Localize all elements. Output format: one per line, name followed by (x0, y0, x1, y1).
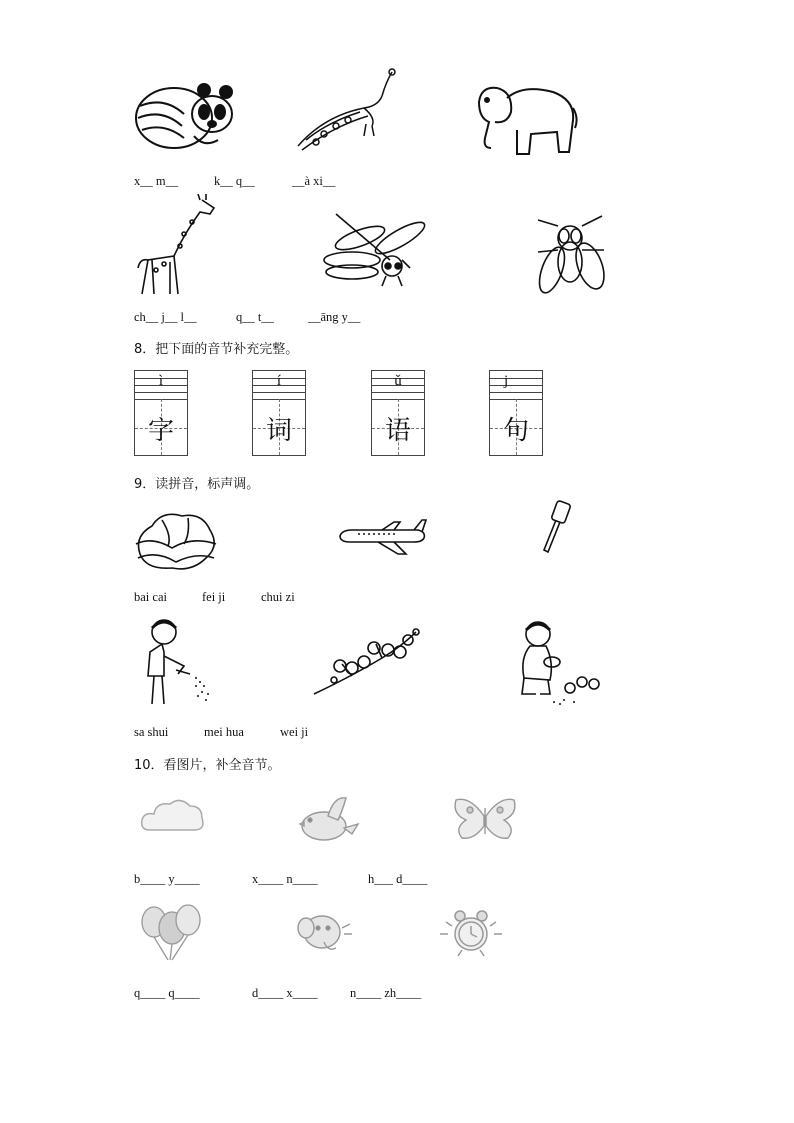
hanzi: 词 (265, 416, 292, 446)
pinyin-label-giraffe: ch__ j__ l__ (134, 310, 197, 324)
bird-icon (294, 794, 360, 844)
elephant-icon (473, 78, 579, 160)
pinyin-label-panda: x__ m__ (134, 174, 179, 188)
feeding-chicks-icon (514, 618, 606, 706)
question-8-title: 8．把下面的音节补充完整。 (134, 342, 299, 357)
fly-icon (528, 210, 612, 296)
question-10-title: 10．看图片，补全音节。 (134, 758, 281, 773)
pinyin-label-hammer: chui zi (261, 590, 295, 604)
pinyin-grid-cell (489, 370, 543, 456)
alarm-clock-icon (436, 906, 506, 958)
tone-mark: í (276, 373, 282, 389)
baby-elephant-icon (294, 908, 354, 954)
pinyin-label-cloud: b____ y____ (134, 872, 200, 886)
tone-mark: j (504, 373, 509, 389)
hanzi: 语 (384, 416, 411, 446)
pinyin-label-peacock: k__ q__ (214, 174, 255, 188)
pinyin-label-watering: sa shui (134, 725, 169, 739)
pinyin-label-plum: mei hua (204, 725, 244, 739)
balloons-icon (138, 904, 204, 962)
cabbage-icon (132, 506, 220, 576)
pinyin-label-bird: x____ n____ (252, 872, 318, 886)
pinyin-label-clock: n____ zh____ (350, 986, 422, 1000)
dragonfly-icon (316, 210, 430, 290)
watering-girl-icon (134, 616, 216, 708)
pinyin-grid-cell (252, 370, 306, 456)
butterfly-icon (452, 796, 518, 842)
panda-icon (134, 78, 236, 150)
hanzi: 句 (502, 416, 529, 446)
pinyin-label-butterfly: h___ d____ (368, 872, 428, 886)
peacock-icon (294, 66, 396, 156)
pinyin-label-balloons: q____ q____ (134, 986, 200, 1000)
airplane-icon (338, 518, 428, 556)
pinyin-label-fly: __āng y__ (308, 310, 361, 324)
pinyin-label-dragonfly: q__ t__ (236, 310, 274, 324)
cloud-icon (140, 796, 206, 836)
pinyin-grid-cell (371, 370, 425, 456)
plum-blossom-icon (312, 628, 422, 698)
hanzi: 字 (147, 416, 174, 446)
question-9-title: 9．读拼音，标声调。 (134, 477, 260, 492)
pinyin-label-cabbage: bai cai (134, 590, 167, 604)
pinyin-label-elephant: __à xi__ (292, 174, 336, 188)
pinyin-grid-cell (134, 370, 188, 456)
pinyin-label-airplane: fei ji (202, 590, 226, 604)
pinyin-label-baby-elephant: d____ x____ (252, 986, 318, 1000)
tone-mark: ǔ (394, 373, 402, 389)
hammer-icon (538, 500, 574, 554)
tone-mark: ì (158, 373, 164, 389)
pinyin-label-chicks: wei ji (280, 725, 309, 739)
giraffe-icon (134, 194, 216, 298)
